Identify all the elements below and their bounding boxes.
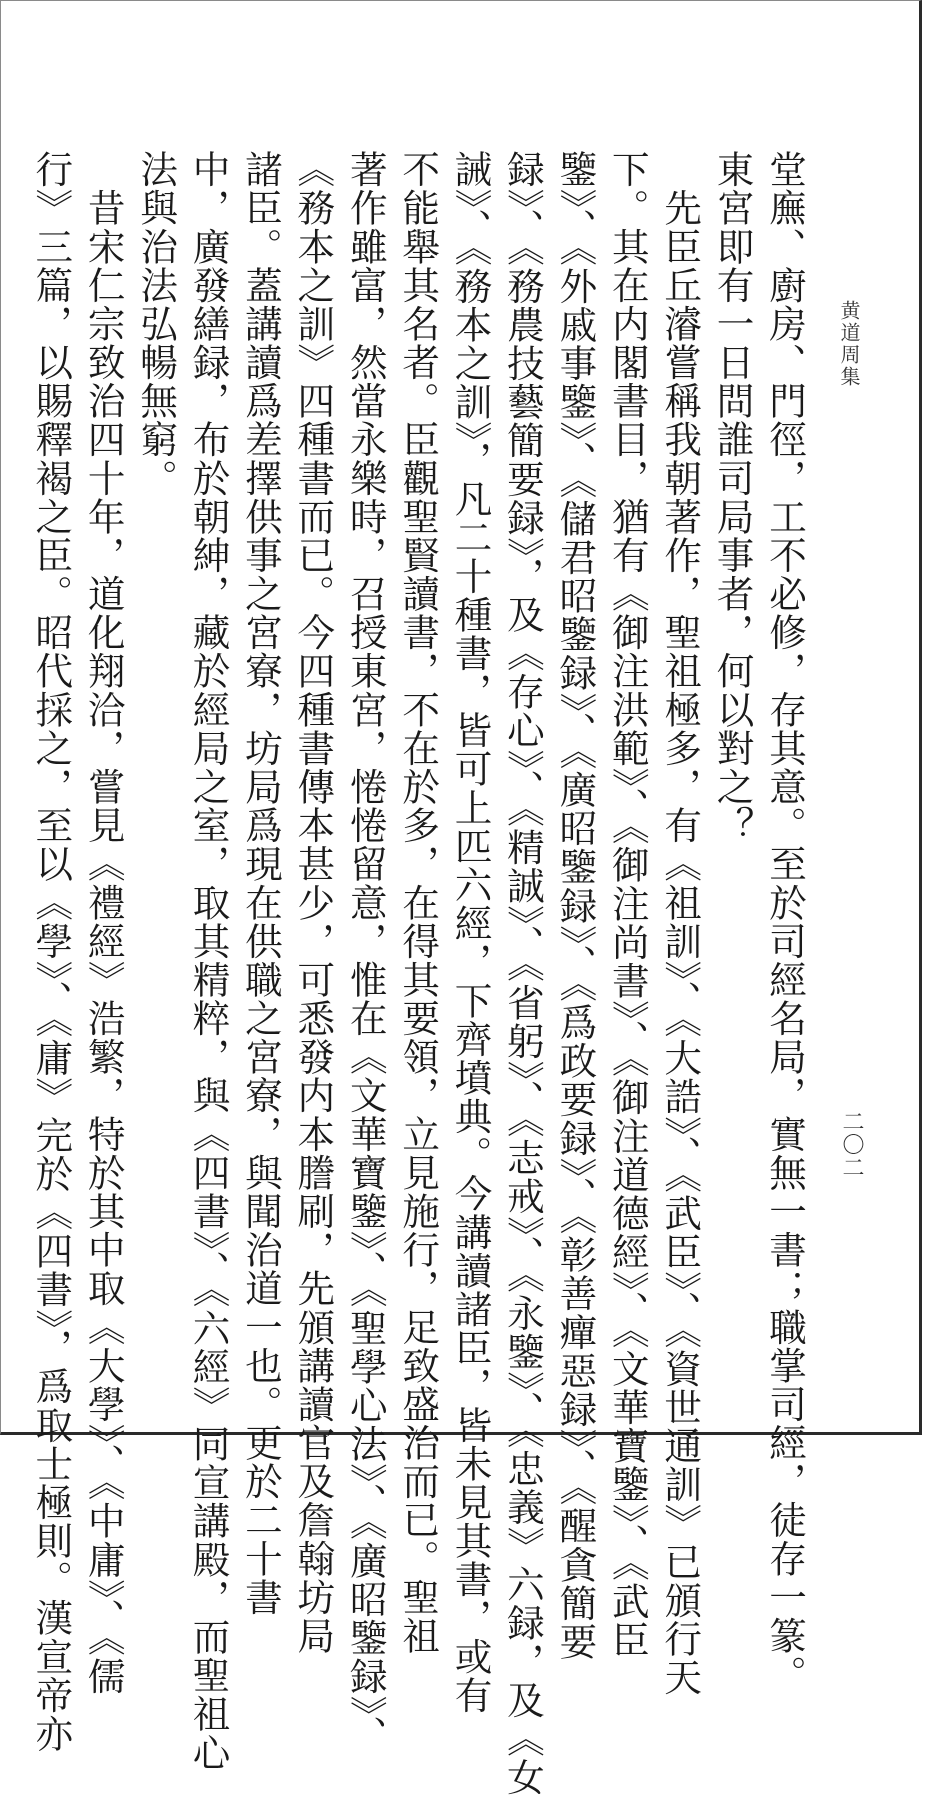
text-column: 鑒》、《外戚事鑒》、《儲君昭鑒録》、《廣昭鑒録》、《爲政要録》、《彰善癉惡録》、《醒貪簡要	[553, 150, 598, 1662]
text-column: 堂廡、廚房、門徑，工不必修，存其意。至於司經名局，實無一書；職掌司經，徒存一篆。	[763, 150, 807, 1694]
page-number: 二〇二	[839, 1110, 864, 1179]
text-column: 法與治法弘暢無窮。	[134, 150, 179, 498]
text-column: 誡》、《務本之訓》，凡二十種書，皆可上匹六經，下齊墳典。今講讀諸臣，皆未見其書，或有	[448, 150, 493, 1715]
vertical-text-body	[29, 150, 811, 1797]
text-column: 不能舉其名者。臣觀聖賢讀書，不在於多，在得其要領，立見施行，足致盛治而已。聖祖	[396, 150, 441, 1656]
text-column: 録》、《務農技藝簡要録》，及《存心》、《精誠》、《省躬》、《志戒》、《永鑒》、《忠義》六録，及《女	[500, 150, 545, 1797]
text-column: 東宮即有一日問誰司局事者，何以對之？	[710, 150, 755, 845]
text-column: 下。其在内閣書目，猶有《御注洪範》、《御注尚書》、《御注道德經》、《文華寶鑒》、《武臣	[605, 150, 650, 1660]
text-column: 中，廣發繕録，布於朝紳，藏於經局之室，取其精粹，與《四書》、《六經》同宣講殿，而聖祖心	[186, 150, 231, 1772]
text-column: 諸臣。蓋講讀爲差擇供事之宮寮，坊局爲現在供職之宮寮，與聞治道一也。更於二十書	[238, 150, 283, 1617]
running-head: 黄道周集	[837, 300, 861, 388]
text-column: 行》三篇，以賜釋褐之臣。昭代採之，至以《學》、《庸》完於《四書》，爲取士極則。漢宣帝亦	[29, 150, 74, 1753]
text-column: 《務本之訓》四種書而已。今四種書傳本甚少，可悉發内本謄刷，先頒講讀官及詹翰坊局	[291, 150, 336, 1656]
text-column: 昔宋仁宗致治四十年，道化翔洽，嘗見《禮經》浩繁，特於其中取《大學》、《中庸》、《儒	[81, 150, 126, 1696]
text-column: 著作雖富，然當永樂時，召授東宮，惓惓留意，惟在《文華寶鑒》、《聖學心法》、《廣昭鑒録》、	[343, 150, 388, 1754]
text-column: 先臣丘濬嘗稱我朝著作，聖祖極多，有《祖訓》、《大誥》、《武臣》、《資世通訓》已頒行天	[658, 150, 703, 1697]
